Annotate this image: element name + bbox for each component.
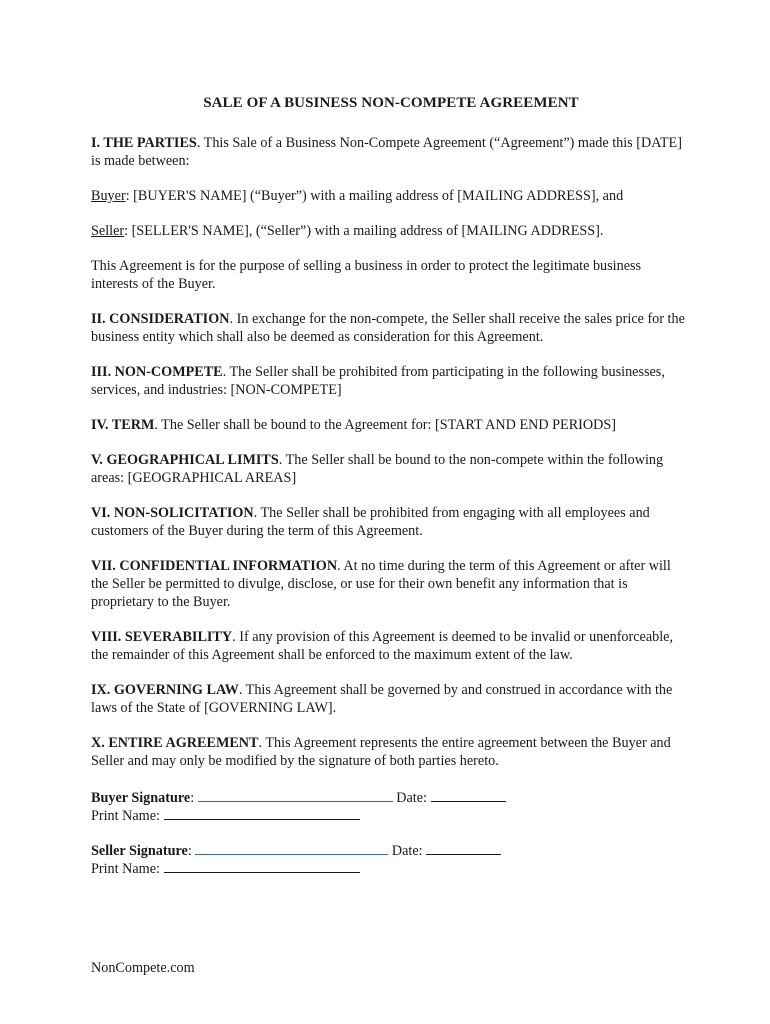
section-text: . The Seller shall be bound to the non-compete within the following areas: [GEOGRAPHICAL AREAS]: [91, 452, 664, 486]
buyer-paragraph: [91, 187, 691, 205]
buyer-print-name-row: [91, 807, 691, 825]
section-heading: IX. GOVERNING LAW: [91, 682, 239, 698]
date-label: Date:: [391, 843, 423, 859]
section-text: . If any provision of this Agreement is deemed to be invalid or unenforceable, the remainder of this Agreement shall be enforced to the maximum extent of the law.: [91, 629, 674, 663]
buyer-signature-line[interactable]: [198, 789, 393, 802]
section-heading: VII. CONFIDENTIAL INFORMATION: [91, 558, 338, 574]
section-heading: II. CONSIDERATION: [91, 311, 230, 327]
seller-print-name-row: [91, 860, 691, 878]
section-heading: X. ENTIRE AGREEMENT: [91, 735, 259, 751]
section-text: . This Agreement shall be governed by and construed in accordance with the laws of the State of [GOVERNING LAW].: [91, 682, 673, 716]
seller-text: : [SELLER'S NAME], (“Seller”) with a mailing address of [MAILING ADDRESS].: [124, 223, 604, 239]
section-non-solicitation: [91, 504, 691, 540]
colon: :: [190, 790, 195, 806]
section-text: . The Seller shall be bound to the Agreement for: [START AND END PERIODS]: [154, 417, 617, 433]
section-heading: I. THE PARTIES: [91, 135, 197, 151]
purpose-paragraph: This Agreement is for the purpose of selling a business in order to protect the legitimate business interests of the Buyer.: [91, 258, 642, 292]
print-name-label: Print Name:: [91, 861, 160, 877]
seller-signature-line[interactable]: [195, 842, 388, 855]
section-geographical-limits: [91, 451, 691, 487]
colon: :: [187, 843, 192, 859]
seller-date-line[interactable]: [426, 842, 501, 855]
seller-signature-block: [91, 842, 691, 878]
section-heading: V. GEOGRAPHICAL LIMITS: [91, 452, 279, 468]
footer-brand: NonCompete.com: [91, 960, 195, 976]
section-confidential-information: [91, 557, 691, 611]
section-non-compete: [91, 363, 691, 399]
section-consideration: [91, 310, 691, 346]
section-text: . The Seller shall be prohibited from participating in the following businesses, services, and industries: [NON-COMPETE]: [91, 364, 665, 398]
document-page: [91, 94, 691, 878]
document-title: SALE OF A BUSINESS NON-COMPETE AGREEMENT: [203, 95, 579, 111]
buyer-date-line[interactable]: [431, 789, 506, 802]
date-label: Date:: [396, 790, 427, 806]
parties-paragraph: [91, 134, 691, 170]
seller-paragraph: [91, 222, 691, 240]
section-governing-law: [91, 681, 691, 717]
print-name-label: Print Name:: [91, 808, 160, 824]
section-heading: IV. TERM: [91, 417, 155, 433]
buyer-signature-row: [91, 789, 691, 807]
section-entire-agreement: [91, 734, 691, 770]
seller-signature-row: [91, 842, 691, 860]
seller-signature-label: Seller Signature: [91, 843, 188, 859]
seller-label: Seller: [91, 223, 125, 239]
section-text: . At no time during the term of this Agreement or after will the Seller be permitted to divulge, disclose, or use for their own benefit any information that is proprietary to the Buyer.: [91, 558, 671, 610]
buyer-print-name-line[interactable]: [164, 807, 360, 820]
section-text: . This Sale of a Business Non-Compete Agreement (“Agreement”) made this [DATE] is made between:: [91, 135, 682, 169]
buyer-signature-block: [91, 789, 691, 825]
section-term: [91, 416, 691, 434]
section-heading: VI. NON-SOLICITATION: [91, 505, 254, 521]
buyer-label: Buyer: [91, 188, 126, 204]
buyer-signature-label: Buyer Signature: [91, 790, 191, 806]
section-text: . In exchange for the non-compete, the Seller shall receive the sales price for the business entity which shall also be deemed as consideration for this Agreement.: [91, 311, 685, 345]
section-text: . The Seller shall be prohibited from engaging with all employees and customers of the Buyer during the term of this Agreement.: [91, 505, 650, 539]
section-heading: VIII. SEVERABILITY: [91, 629, 233, 645]
section-text: . This Agreement represents the entire agreement between the Buyer and Seller and may only be modified by the signature of both parties hereto.: [91, 735, 671, 769]
section-severability: [91, 628, 691, 664]
buyer-text: : [BUYER'S NAME] (“Buyer”) with a mailing address of [MAILING ADDRESS], and: [125, 188, 624, 204]
seller-print-name-line[interactable]: [164, 860, 360, 873]
section-heading: III. NON-COMPETE: [91, 364, 223, 380]
